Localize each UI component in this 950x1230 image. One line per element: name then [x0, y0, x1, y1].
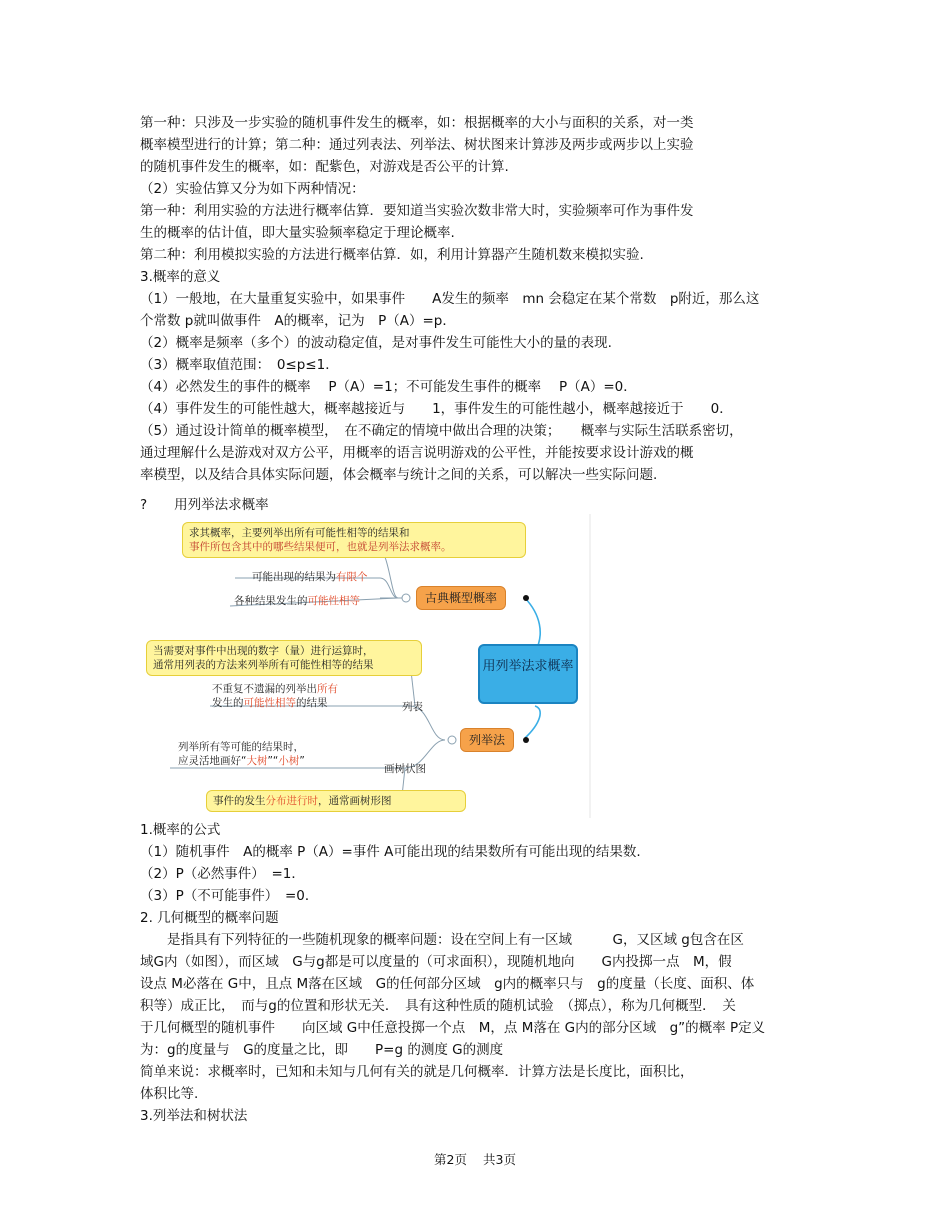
section-heading: 3.列举法和树状法 [140, 1108, 248, 1124]
note-line: 通常用列表的方法来列举所有可能性相等的结果 [153, 659, 374, 671]
text-line: 率模型，以及结合具体实际问题，体会概率与统计之间的关系，可以解决一些实际问题. [140, 467, 658, 483]
classical-node: 古典概型概率 [416, 586, 506, 610]
mind-map [140, 514, 592, 818]
text-line: （2）P（必然事件） =1． [140, 866, 305, 882]
enumeration-node: 列举法 [460, 728, 514, 752]
tree-note-text: 事件的发生 [213, 795, 266, 807]
table-label: 列表 [402, 701, 423, 713]
section-heading: 2. 几何概型的概率问题 [140, 910, 279, 926]
text-line: 于几何概型的随机事件 向区域 G中任意投掷一个点 M，点 M落在 G内的部分区域 g”的概率 P定义 [140, 1020, 766, 1036]
text-line: 简单来说：求概率时，已知和未知与几何有关的就是几何概率．计算方法是长度比，面积比， [140, 1064, 694, 1080]
tree-note-highlight: 分布进行时 [265, 795, 318, 807]
tree-rule-highlight: 大树 [246, 755, 268, 767]
tree-label: 画树状图 [384, 763, 426, 775]
text-line: 设点 M必落在 G中，且点 M落在区域 G的任何部分区域 g内的概率只与 g的度量（长度、面积、体 [140, 976, 755, 992]
text-line: 体积比等. [140, 1086, 199, 1102]
section-heading: ? 用列举法求概率 [140, 497, 269, 513]
equal-highlight: 可能性相等 [307, 595, 360, 607]
page-number: 第2页 [434, 1152, 467, 1167]
text-line: 域G内（如图），而区域 G与g都是可以度量的（可求面积），现随机地向 G内投掷一点 M，假 [140, 954, 732, 970]
text-line: 概率模型进行的计算；第二种：通过列表法、列举法、树状图来计算涉及两步或两步以上实验 [140, 137, 694, 153]
text-line: （1）随机事件 A的概率 P（A）=事件 A可能出现的结果数所有可能出现的结果数. [140, 844, 641, 860]
classical-note [182, 522, 526, 558]
page-total: 共3页 [483, 1152, 516, 1167]
tree-rule-text: ” [299, 755, 305, 767]
text-line: 通过理解什么是游戏对双方公平，用概率的语言说明游戏的公平性，并能按要求设计游戏的概 [140, 445, 694, 461]
note-line: 事件所包含其中的哪些结果便可，也就是列举法求概率。 [189, 541, 452, 553]
tree-rule [178, 740, 305, 768]
tree-rule-text: 应灵活地画好“ [178, 755, 247, 767]
list-rule-highlight: 所有 [317, 683, 338, 695]
text-line: 个常数 p就叫做事件 A的概率，记为 P（A）=p． [140, 313, 456, 329]
text-line: （2）概率是频率（多个）的波动稳定值，是对事件发生可能性大小的量的表现. [140, 335, 612, 351]
equal-label: 各种结果发生的 [234, 595, 308, 607]
outcomes-finite [252, 570, 368, 584]
text-line: （4）必然发生的事件的概率 P（A）=1；不可能发生事件的概率 P（A）=0． [140, 379, 637, 395]
list-rule [212, 682, 338, 710]
text-line: （3）P（不可能事件） =0． [140, 888, 319, 904]
text-line: （1）一般地，在大量重复实验中，如果事件 A发生的频率 mn 会稳定在某个常数 p附近，那么这 [140, 291, 760, 307]
list-rule-text: 发生的 [212, 697, 244, 709]
text-line: 第二种：利用模拟实验的方法进行概率估算．如，利用计算器产生随机数来模拟实验. [140, 247, 644, 263]
text-line: 是指具有下列特征的一些随机现象的概率问题：设在空间上有一区域 G，又区域 g包含在区 [140, 932, 744, 948]
central-node: 用列举法求概率 [478, 644, 578, 704]
table-method-note [146, 640, 422, 676]
tree-rule-text: 列举所有等可能的结果时， [178, 741, 304, 753]
text-line: （4）事件发生的可能性越大，概率越接近与 1，事件发生的可能性越小，概率越接近于 0． [140, 401, 733, 417]
note-line: 求其概率，主要列举出所有可能性相等的结果和 [189, 527, 410, 539]
tree-note-text: ，通常画树形图 [318, 795, 392, 807]
list-rule-text: 不重复不遗漏的列举出 [212, 683, 317, 695]
tree-rule-text: ”“ [267, 755, 279, 767]
text-line: 生的概率的估计值，即大量实验频率稳定于理论概率. [140, 225, 455, 241]
note-line: 当需要对事件中出现的数字（量）进行运算时， [153, 645, 374, 657]
text-line: （5）通过设计简单的概率模型， 在不确定的情境中做出合理的决策； 概率与实际生活联系密切， [140, 423, 743, 439]
text-line: 的随机事件发生的概率，如：配紫色，对游戏是否公平的计算. [140, 159, 509, 175]
section-heading: 3.概率的意义 [140, 269, 221, 285]
text-line: 第一种：只涉及一步实验的随机事件发生的概率，如：根据概率的大小与面积的关系，对一类 [140, 115, 694, 131]
text-line: 为：g的度量与 G的度量之比，即 P=g 的测度 G的测度 [140, 1042, 504, 1058]
text-line: （3）概率取值范围： 0≤p≤1． [140, 357, 339, 373]
text-line: （2）实验估算又分为如下两种情况： [140, 181, 365, 197]
outcomes-equal [234, 594, 360, 608]
list-rule-highlight: 可能性相等 [243, 697, 296, 709]
tree-note [206, 790, 466, 812]
outcomes-label: 可能出现的结果为 [252, 571, 336, 583]
page-footer [0, 1150, 950, 1168]
text-line: 第一种：利用实验的方法进行概率估算．要知道当实验次数非常大时，实验频率可作为事件发 [140, 203, 694, 219]
text-line: 积等）成正比， 而与g的位置和形状无关． 具有这种性质的随机试验 （掷点），称为几何概型． 关 [140, 998, 736, 1014]
outcomes-highlight: 有限个 [336, 571, 368, 583]
tree-rule-highlight: 小树 [278, 755, 300, 767]
list-rule-text: 的结果 [296, 697, 328, 709]
section-heading: 1.概率的公式 [140, 822, 221, 838]
